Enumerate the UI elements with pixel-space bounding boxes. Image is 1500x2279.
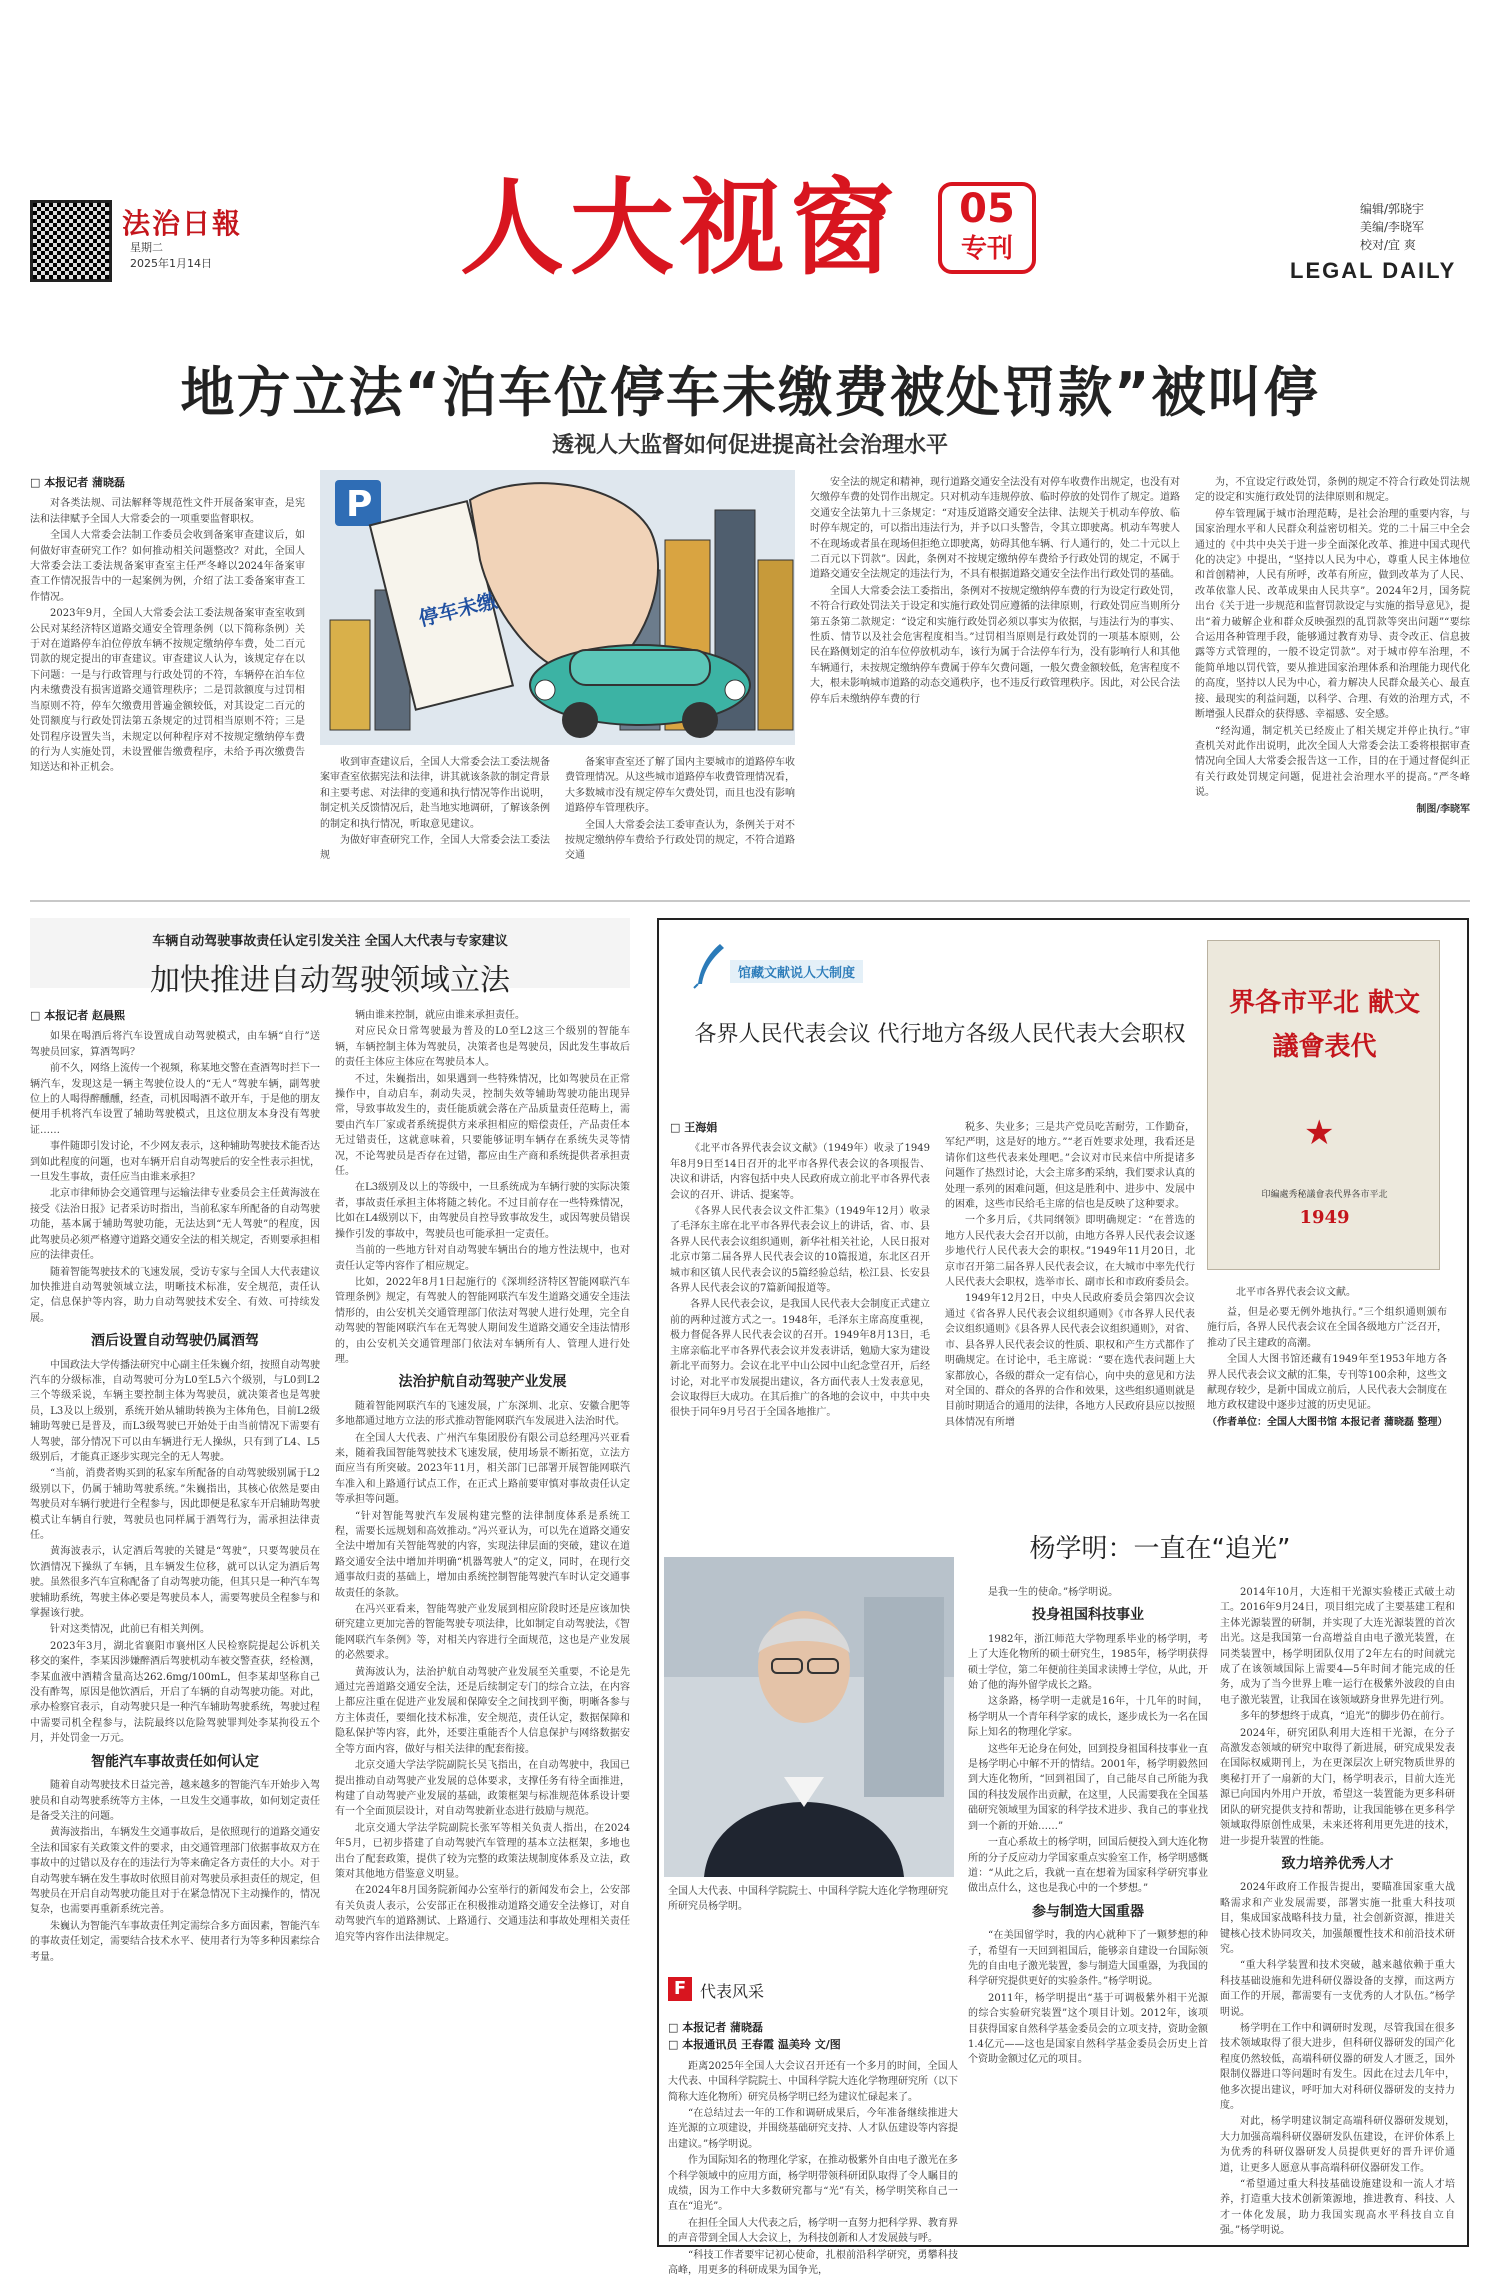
rep-tag-label: 代表风采 (700, 1982, 765, 2001)
paragraph: 2023年9月，全国人大常委会法工委法规备案审查室收到公民对某经济特区道路交通安全管理条例（以下简称条例）关于对在道路停车泊位停放车辆不按规定缴纳停车费，处二百元罚款的规定提出的审查建议。审查建议人认为，该规定存在以下问题：一是与行政管理与行政处罚的不符，车辆停在泊车位内未缴费没有损害道路交通管理秩序；二是罚款额度与过罚相当原则不符，停车欠缴费用普遍金额较低，对其设定二百元的处罚额度与行政处罚法第五条规定的过罚相当原则不符；三是处罚程序设置失当，未规定以何种程序对不按规定缴纳停车费的行为人实施处罚，未设置催告缴费程序，未给予再次缴费告知送达和补正机会。 (30, 608, 305, 774)
paper-name-logo: 法治日報 (122, 207, 243, 240)
left-col-1 (30, 1008, 320, 2248)
paragraph: “针对智能驾驶汽车发展构建完整的法律制度体系是系统工程，需要长远规划和高效推动。”冯兴亚认为，可以先在道路交通安全法中增加有关智能驾驶的内容，实现法律层面的突破，建议在道路交通安全法中增加并明确“机器驾驶人”的定义，同时，在现行交通事故归责的基础上，增加由系统控制智能驾驶汽车时认定交通事故责任的条款。 (335, 1510, 630, 1599)
rep-column-tag (668, 1975, 848, 2007)
cover-publisher: 印編處秀秘議會表代界各市平北 (1261, 1190, 1388, 1200)
paragraph: 《各界人民代表会议文件汇集》（1949年12月）收录了毛泽东主席在北平市各界代表会议上的讲话，省、市、县各界人民代表会议组织通则，新华社相关社论，人民日报对北京市第二届各界人民代表会议的10篇报道，东北区召开城市和区镇人民代表会议的5篇经验总结，松江县、长安县各界人民代表会议的7篇新闻报道等。 (670, 1206, 930, 1295)
paragraph: 在L3级别及以上的等级中，一旦系统成为车辆行驶的实际决策者，事故责任承担主体将随之转化。不过目前存在一些特殊情况，比如在L4级别以下，由驾驶员自控导致事故发生，或因驾驶员错误操作引发的事故中，驾驶员也可能承担一定责任。 (335, 1182, 630, 1240)
paragraph: 不过，朱巍指出，如果遇到一些特殊情况，比如驾驶员在正常操作中，自动启车，刹动失灵，控制失效等辅助驾驶功能出现异常，导致事故发生的，责任能质就会落在产品质量责任范畴上，需要由汽车厂家或者系统提供方来承担相应的赔偿责任，产品责任本无过错责任，这就意味着，只要能够证明车辆存在系统失灵等情况，不论驾驶员是否存在过错，都应由生产商和系统提供者承担责任。 (335, 1073, 630, 1178)
lead-subhead: 透视人大监督如何促进提高社会治理水平 (551, 433, 948, 458)
paragraph: 2023年3月，湖北省襄阳市襄州区人民检察院提起公诉机关移交的案件，李某因涉嫌醉酒后驾驶机动车被交警查获，经检测，李某血液中酒精含量高达262.6mg/100mL，但李某却坚称自己没有酢驾，原因是他饮酒后，开启了车辆的自动驾驶功能。对此，承办检察官表示，自动驾驶只是一种汽车辅助驾驶系统，驾驶过程中需要司机全程参与，法院最终以危险驾驶罪判处李某拘役五个月，并处罚金一万元。 (30, 1640, 320, 1745)
paragraph: 2011年，杨学明提出“基于可调极紫外相干光源的综合实验研究装置”这个项目计划。2012年，该项目获得国家自然科学基金委员会的立项支持，资助金额1.4亿元——这也是国家自然科学基金委员会历史上首个资助金额过亿元的项目。 (968, 1992, 1208, 2066)
editor-credits (1360, 200, 1424, 254)
cover-caption: 北平市各界代表会议文献。 (1236, 1287, 1356, 1298)
profile-subtitle-1: 投身祖国科技事业 (1032, 1607, 1144, 1624)
graphic-credit: 制图/李晓军 (1416, 803, 1470, 815)
paragraph: 作为国际知名的物理化学家，在推动极紫外自由电子激光在多个科学领域中的应用方面，杨学明带领科研团队取得了令人瞩目的成绩，因为工作中大多数研究都与“光”有关，杨学明笑称自己一直在“追光”。 (668, 2155, 958, 2213)
paragraph: 全国人大常委会法制工作委员会收到备案审查建议后，如何做好审查研究工作？如何推动相关问题整改？对此，全国人大常委会法工委法规备案审查室主任严冬峰以2024年备案审查工作情况报告中的一起案例为例，介绍了法工委备案审查工作情况。 (30, 530, 305, 603)
page-number: 05 (959, 186, 1015, 232)
paragraph: 这条路，杨学明一走就是16年，十几年的时间，杨学明从一个青年科学家的成长，逐步成长为一名在国际上知名的物理化学家。 (968, 1696, 1208, 1739)
lead-col-5 (1195, 475, 1470, 890)
left-kicker: 车辆自动驾驶事故责任认定引发关注 全国人大代表与专家建议 (152, 934, 508, 949)
paragraph: “在美国留学时，我的内心就种下了一颗梦想的种子，希望有一天回到祖国后，能够亲自建设一台国际领先的自由电子激光装置，参与制造大国重器，为我国的科学研究提供更好的实验条件。”杨学明说。 (968, 1930, 1208, 1988)
cover-year: 1949 (1299, 1207, 1350, 1228)
star-icon: ★ (1304, 1113, 1335, 1153)
paragraph: 2024年，研究团队利用大连相干光源，在分子高激发态领域的研究中取得了新进展，研究成果发表在国际权威期刊上，为在更深层次上研究物质世界的奥秘打开了一扇新的大门，杨学明表示，目前大连光源已向国内外用户开放，希望这一装置能为更多科研团队的研究提供支持和帮助，让我国能够在更多科学领域取得原创性成果，未来还将利用更先进的技术，进一步提升装置的性能。 (1220, 1727, 1455, 1847)
section-title: 人大视窗 (460, 167, 901, 289)
paragraph: 随着自动驾驶技术日益完善，越来越多的智能汽车开始步入驾驶员和自动驾驶系统等方主体，一旦发生交通事故，如何划定责任是备受关注的问题。 (30, 1780, 320, 1822)
paragraph: 这些年无论身在何处，回到投身祖国科技事业一直是杨学明心中解不开的情结。2001年，杨学明毅然回到大连化物所，“回到祖国了，自己能尽自己所能为我国的科技发展作出贡献，在这里，人民需要我在全国基础研究领域里为国家的科学技术进步、我自己的事业找到一个新的开始……” (968, 1743, 1208, 1832)
paragraph: 收到审查建议后，全国人大常委会法工委法规备案审查室依据宪法和法律，讲其就该条款的制定背景和主要考虑、对法律的变通和执行情况等作出说明，制定机关反馈情况后，赴当地实地调研，了解该条例的制定和执行情况，听取意见建议。 (320, 757, 550, 830)
paragraph: 2014年10月，大连相干光源实验楼正式破土动工。2016年9月24日，项目组完成了主要基建工程和主体光源装置的研制，并实现了大连光源装置的首次出光。这是我国第一台高增益自由电子激光装置，在同类装置中，杨学明团队仅用了2年左右的时间就完成了在该领域国际上需要4—5年时间才能完成的任务，成为了当今世界上唯一运行在极紫外波段的自由电子激光装置，让我国在该领域跻身世界先进行列。 (1220, 1587, 1455, 1706)
paragraph: 黄海波认为，法治护航自动驾驶产业发展至关重要，不论是先通过完善道路交通安全法，还是后续制定专门的综合立法，在内容上都应注重在促进产业发展和保障安全之间找到平衡，明晰各参与方主体责任，要细化技术标准，安全规范，责任认定，数据保障和隐私保护等内容，此外，还要注重能否个人信息保护与网络数据安全等方面内容，做好与相关法律的配套衔接。 (335, 1666, 630, 1755)
page-label: 专刊 (960, 234, 1013, 264)
paragraph: 全国人大常委会法工委指出，条例对不按规定缴纳停车费的行为设定行政处罚，不符合行政处罚法关于设定和实施行政处罚应遵循的法律原则，行政处罚应当则所分第五条第二款规定：“设定和实施行政处罚必须以事实为依据，与违法行为的事实、性质、情节以及社会危害程度相当。”过罚相当原则是行政处罚的一项基本原则，公民在路侧划定的泊车位停放机动车，该行为属于合法停车行为，没有影响行人和其他车辆通行，未按规定缴纳停车费属于停车欠费问题，一般欠费金额较低，危害程度不大，根未影响城市道路的动态交通秩序，也不违反行政管理秩序。因此，对公民合法停车后未缴纳停车费的行 (810, 585, 1180, 705)
issue-info (130, 240, 212, 272)
lead-col-2 (320, 755, 550, 890)
paragraph: 杨学明在工作中和调研时发现，尽管我国在很多技术领域取得了很大进步，但科研仪器研发的国产化程度仍然较低，高端科研仪器的研发人才匮乏，国外限制仪器进口等问题时有发生。因此在过去几年中，他多次提出建议，呼吁加大对科研仪器研发的支持力度。 (1220, 2022, 1455, 2111)
lead-headline[interactable]: 地方立法“泊车位停车未缴费被处罚款”被叫停 (180, 361, 1320, 424)
issue-date: 2025年1月14日 (130, 257, 212, 270)
rep-tag-letter: F (668, 1977, 692, 2001)
paragraph: 对各类法规、司法解释等规范性文件开展备案审查，是宪法和法律赋予全国人大常委会的一项重要监督职权。 (30, 498, 305, 525)
cover-title: 界各市平北 献文議會表代 (1228, 988, 1421, 1062)
profile-byline-1: □ 本报记者 蒲晓磊 (668, 2021, 764, 2034)
paragraph: 《北平市各界代表会议文献》（1949年）收录了1949年8月9日至14日召开的北平市各界代表会议的各项报告、决议和讲话，内容包括中央人民政府成立前北平市各界代表会议的召开、讲话、提案等。 (670, 1143, 930, 1201)
archive-col-1 (670, 1120, 930, 1510)
paragraph: 在冯兴亚看来，智能驾驶产业发展到相应阶段时还是应该加快研究建立更加完善的智能驾驶专项法律，比如制定自动驾驶法，《智能网联汽车条例》等，对相关内容进行全面规范，这也是产业发展的必然要求。 (335, 1604, 630, 1662)
profile-col-2 (968, 1585, 1208, 2245)
parking-illustration-svg (320, 470, 795, 745)
archive-col-3 (1207, 1305, 1447, 1515)
paragraph: 在担任全国人大代表之后，杨学明一直努力把科学界、教育界的声音带到全国人大会议上，为科技创新和人才发展鼓与呼。 (668, 2217, 958, 2245)
paragraph: “在总结过去一年的工作和调研成果后，今年准备继续推进大连光源的立项建设，并围绕基础研究支持、人才队伍建设等内容提出建议。”杨学明说。 (668, 2108, 958, 2150)
left-subtitle-1: 酒后设置自动驾驶仍属酒驾 (91, 1333, 259, 1350)
paragraph: 随着智能网联汽车的飞速发展，广东深圳、北京、安徽合肥等多地都通过地方立法的形式推动智能网联汽车发展进入法治时代。 (335, 1400, 630, 1428)
archive-byline: □ 王海娟 (670, 1121, 718, 1134)
lead-col-4 (810, 475, 1180, 890)
paragraph: 益，但是必要无例外地执行。”三个组织通则颁布施行后，各界人民代表会议在全国各级地方广泛召开，推动了民主建政的高潮。 (1207, 1307, 1447, 1349)
paragraph: “希望通过重大科技基础设施建设和一流人才培养，打造重大技术创新策源地，推进教育、科技、人才一体化发展，助力我国实现高水平科技自立自强。”杨学明说。 (1220, 2179, 1455, 2237)
proofreader: 校对/宜 爽 (1360, 238, 1416, 252)
lead-byline: □ 本报记者 蒲晓磊 (30, 476, 126, 489)
paragraph: 安全法的规定和精神，现行道路交通安全法没有对停车收费作出规定，也没有对欠缴停车费的处罚作出规定。只对机动车违规停放、临时停放的处罚作了规定。道路交通安全法第九十三条规定：“对违反道路交通安全法律、法规关于机动车停放、临时停车规定的，可以指出违法行为，并予以口头警告，令其立即驶离。机动车驾驶人不在现场或者虽在现场但拒绝立即驶离，妨碍其他车辆、行人通行的，处二十元以上二百元以下罚款”。因此，条例对不按规定缴纳停车费给予行政处罚的规定，不属于道路交通安全法规定的违法行为，不具有根据道路交通安全法作出行政处罚的基础。 (810, 477, 1180, 581)
paragraph: 当前的一些地方针对自动驾驶车辆出台的地方性法规中，也对责任认定等内容作了相应规定。 (335, 1245, 630, 1272)
paragraph: “当前，消费者购买到的私家车所配备的自动驾驶级别属于L2级别以下，仍属于辅助驾驶系统。”朱巍指出，其核心依然是要由驾驶员对车辆行驶进行全程参与，因此即便是私家车开启辅助驾驶模式让车辆自行驶，驾驶员也同样属于酒驾行为，需承担法律责任。 (30, 1468, 320, 1541)
profile-byline-2: □ 本报通讯员 王春霞 温美玲 文/图 (668, 2038, 841, 2052)
profile-subtitle-3: 致力培养优秀人才 (1281, 1855, 1394, 1872)
paragraph: 在2024年8月国务院新闻办公室举行的新闻发布会上，公安部有关负责人表示，公安部正在积极推动道路交通安全法修订，对自动驾驶汽车的道路测试、上路通行、交通违法和事故处理相关责任追究等内容作出法律规定。 (335, 1885, 630, 1943)
paragraph: 前不久，网络上流传一个视频，称某地交警在查酒驾时拦下一辆汽车，发现这是一辆主驾驶位设人的“无人”驾驶车辆，副驾驶位上的人喝得醉醺醺，经查，司机因喝酒不敢开车，于是他的朋友便用手机将汽车设置了辅助驾驶模式，且这位朋友本身没有驾驶证…… (30, 1063, 320, 1136)
lead-col-1 (30, 475, 305, 890)
paragraph: “经沟通，制定机关已经废止了相关规定并停止执行。”审查机关对此作出说明，此次全国人大常委会法工委将根据审查情况向全国人大常委会报告这一工作，目的在于通过督促纠正有关行政处罚规定问题，促进社会治理水平的提高。”严冬峰说。 (1195, 725, 1470, 799)
left-subtitle-3: 法治护航自动驾驶产业发展 (398, 1374, 567, 1391)
quill-pen-icon (690, 940, 730, 990)
paragraph: 比如，2022年8月1日起施行的《深圳经济特区智能网联汽车管理条例》规定，有驾驶人的智能网联汽车发生道路交通安全违法情形的，由公安机关交通管理部门依法对驾驶人进行处理，完全自动驾驶的智能网联汽车在无驾驶人期间发生道路交通安全违法情形的，由公安机关交通管理部门依法对车辆所有人、管理人进行处理。 (335, 1276, 630, 1365)
paragraph: 辆由谁来控制，就应由谁来承担责任。 (355, 1010, 525, 1021)
archive-col-2 (945, 1120, 1195, 1510)
paragraph: 距离2025年全国人大会议召开还有一个多月的时间，全国人大代表、中国科学院院士、中国科学院大连化学物理研究所（以下简称大连化物所）研究员杨学明已经为建议忙碌起来了。 (668, 2060, 958, 2103)
paragraph: 是我一生的使命。”杨学明说。 (988, 1587, 1119, 1598)
lead-col-3 (565, 755, 795, 890)
paragraph: 2024年政府工作报告提出，要瞄准国家重大战略需求和产业发展需要，部署实施一批重大科技项目，集成国家战略科技力量，社会创新资源，推进关键核心技术协同攻关，加强颠覆性技术和前沿技术研究。 (1220, 1882, 1455, 1955)
portrait-caption: 全国人大代表、中国科学院院士、中国科学院大连化学物理研究所研究员杨学明。 (668, 1886, 948, 1912)
paragraph: 全国人大图书馆还藏有1949年至1953年地方各界人民代表会议文献的汇集，专刊等100余种，这些文献现存较少，是新中国成立前后，人民代表大会制度在地方政权建设中逐步过渡的历史见证。 (1207, 1354, 1447, 1412)
editor: 编辑/郭晓宇 (1360, 202, 1425, 216)
paragraph: 税多、失业多；三是共产党员吃苦耐劳，工作勤奋，军纪严明，这是好的地方。”“老百姓要求处理，我看还是请你们这些代表来处理吧。”会议对市民来信中所提诸多问题作了热烈讨论，大会主席多酌采纳，我们要求认真的处理一系列的困难问题，但这是胜利中、进步中、发展中的困难，这些市民给毛主席的信也是反映了这种要求。 (945, 1122, 1195, 1211)
paragraph: 对应民众日常驾驶最为普及的L0至L2这三个级别的智能车辆，车辆控制主体为驾驶员，决策者也是驾驶员，因此发生事故后的责任主体应主体应在驾驶员本人。 (335, 1026, 630, 1069)
paragraph: 全国人大常委会法工委审查认为，条例关于对不按规定缴纳停车费给予行政处罚的规定，不符合道路交通 (565, 819, 795, 862)
qr-code[interactable] (30, 200, 112, 282)
paragraph: 备案审查室还了解了国内主要城市的道路停车收费管理情况。从这些城市道路停车收费管理情况看，大多数城市没有规定停车欠费处罚，而且也没有影响道路停车管理秩序。 (565, 757, 795, 815)
paragraph: 1982年，浙江师范大学物理系毕业的杨学明，考上了大连化物所的硕士研究生，1985年，杨学明获得硕士学位，第二年便前往美国求读博士学位，从此，开始了他的海外留学成长之路。 (968, 1633, 1208, 1692)
paragraph: 一个多月后，《共同纲领》即明确规定：“在普选的地方人民代表大会召开以前，由地方各界人民代表会议逐步地代行人民代表大会的职权。”1949年11月20日，北京市召开第二届各界人民代表会议，在大城市中率先代行人民代表大会职权，选举市长、副市长和市政府委员会。 (945, 1215, 1195, 1289)
masthead (0, 0, 1500, 300)
english-name: LEGAL DAILY (1290, 258, 1457, 283)
document-cover-image (1207, 940, 1440, 1270)
paragraph: 朱巍认为智能汽车事故责任判定需综合多方面因素，智能汽车的事故责任划定，需要结合技术水平、使用者行为等多种因素综合考量。 (30, 1920, 320, 1963)
profile-col-3 (1220, 1585, 1455, 2245)
left-subtitle-2: 智能汽车事故责任如何认定 (91, 1753, 259, 1770)
paragraph: 对此，杨学明建议制定高端科研仪器研发规划，大力加强高端科研仪器研发队伍建设，在评价体系上为优秀的科研仪器研发人员提供更好的晋升评价通道，让更多人愿意从事高端科研仪器研发工作。 (1220, 2116, 1455, 2174)
parking-illustration (320, 470, 795, 745)
paragraph: 在全国人大代表、广州汽车集团股份有限公司总经理冯兴亚看来，随着我国智能驾驶技术飞速发展，使用场景不断拓宽，立法方面应当有所突破。2023年11月，相关部门已部署开展智能网联汽车准入和上路通行试点工作，在正式上路前要审慎对事故责任认定等承担等问题。 (335, 1432, 630, 1506)
paragraph: 北京市律师协会交通管理与运输法律专业委员会主任黄海波在接受《法治日报》记者采访时指出，当前私家车所配备的自动驾驶功能，基本属于辅助驾驶功能，无法达到“无人驾驶”的程度，因此驾驶员必须严格遵守道路交通安全法的相关规定，否则要承担相应的法律责任。 (30, 1188, 320, 1262)
archive-column-tag (690, 940, 890, 990)
portrait-svg (664, 1557, 954, 1877)
paragraph: 如果在喝酒后将汽车设置成自动驾驶模式，由车辆“自行”送驾驶员回家，算酒驾吗？ (30, 1031, 320, 1058)
archive-title[interactable]: 各界人民代表会议 代行地方各级人民代表大会职权 (694, 1022, 1186, 1047)
left-title[interactable]: 加快推进自动驾驶领域立法 (150, 963, 510, 998)
paragraph: 北京交通大学法学院副院长张军等相关负责人指出，在2024年5月，已初步搭建了自动驾驶汽车管理的基本立法框架，多地也出台了配套政策，提供了较为完整的政策法规制度体系及立法，政策对其他地方借鉴意义明显。 (335, 1822, 630, 1880)
left-byline: □ 本报记者 赵晨熙 (30, 1009, 126, 1022)
page-badge (938, 182, 1036, 274)
portrait-photo (664, 1557, 954, 1877)
section-divider (30, 900, 1470, 902)
paragraph: 中国政法大学传播法研究中心副主任朱巍介绍，按照自动驾驶汽车的分级标准，自动驾驶可分为L0至L5六个级别，与L0到L2三个等级采说，车辆主要控制主体为驾驶员，就决策者也是驾驶员，L3及以上级别，系统开始从辅助转换为主体角色，目前L2级辅助驾驶已是普及，而L3级驾驶已开始处于由当前情况下需要有人驾驶，部分情况下可以由车辆进行无人操纵，只有到了L4、L5级别后，才能真正逐步实现完全的无人驾驶。 (30, 1359, 320, 1463)
weekday: 星期二 (130, 241, 163, 254)
paragraph: 各界人民代表会议，是我国人民代表大会制度正式建立前的两种过渡方式之一。1948年，毛泽东主席高度重视，极力督促各界人民代表会议的召开。1949年8月13日，毛主席亲临北平市各界代表会议并发表讲话，勉励大家为建设新北平而努力。会议在北平中山公园中山纪念堂召开，后经讨论，对北平市发展提出建议，各方面代表人士发表意见，会议取得巨大成功。在其后推广的各地的会议中，中共中央很快于同年9月号召于全国各地推广。 (670, 1299, 930, 1419)
profile-col-1 (668, 2020, 958, 2277)
left-col-2 (335, 1008, 630, 2248)
paragraph: 停车管理属于城市治理范畴，是社会治理的重要内容，与国家治理水平和人民群众利益密切相关。党的二十届三中全会通过的《中共中央关于进一步全面深化改革、推进中国式现代化的决定》中提出，“坚持以人民为中心，尊重人民主体地位和首创精神，人民有所呼，改革有所应，做到改革为了人民、改革依靠人民、改革成果由人民共享”。2024年2月，国务院出台《关于进一步规范和监督罚款设定与实施的指导意见》，提出“着力破解企业和群众反映强烈的乱罚款等突出问题”“要综合运用各种管理手段，能够通过教育劝导、责令改正、信息披露等方式管理的，一般不设定罚款”。对于城市停车治理，不能简单地以罚代管，要从推进国家治理体系和治理能力现代化的高度，坚持以人民为中心，着力解决人民群众最关心、最直接、最现实的利益问题，以科学、合理、有效的治理方式，不断增强人民群众的获得感、幸福感、安全感。 (1195, 508, 1470, 721)
parking-sign-letter: P (346, 484, 373, 525)
archive-column-label: 馆藏文献说人大制度 (730, 960, 863, 983)
paragraph: 北京交通大学法学院副院长吴飞指出，在自动驾驶中，我国已提出推动自动驾驶产业发展的总体要求，支撑任务有待全面推进，构建了自动驾驶产业发展的基础，政策框架与标准规范体系设计要有一个全面顶层设计，对自动驾驶新业态进行鼓励与规范。 (335, 1760, 630, 1818)
profile-subtitle-2: 参与制造大国重器 (1032, 1903, 1144, 1920)
paragraph: 多年的梦想终于成真，“追光”的脚步仍在前行。 (1240, 1711, 1451, 1723)
paragraph: 黄海波表示，认定酒后驾驶的关键是“驾驶”，只要驾驶员在饮酒情况下操纵了车辆，且车辆发生位移，就可以认定为酒后驾驶。虽然很多汽车宣称配备了自动驾驶功能，但其只是一种汽车驾驶辅助系统，驾驶主体必要是驾驶员本人，需要驾驶员全程参与和掌握该行驶。 (30, 1546, 320, 1620)
paragraph: 针对这类情况，此前已有相关判例。 (50, 1624, 210, 1636)
paragraph: 1949年12月2日，中央人民政府委员会第四次会议通过《省各界人民代表会议组织通则》《市各界人民代表会议组织通则》《县各界人民代表会议组织通则》，对省、市、县各界人民代表会议的性质、职权和产生方式都作了明确规定。在讨论中，毛主席说：“要在选代表问题上大家都放心，各级的群众一定有信心，向中央的意见和方法对全国的、群众的各界的合作和效果，这些组织通则就是目前时期适合的通用的法律，各地方人民政府县应以按照具体情况有所增 (945, 1293, 1195, 1428)
profile-title[interactable]: 杨学明：一直在“追光” (1029, 1534, 1291, 1564)
paragraph: 一直心系故土的杨学明，回国后便投入到大连化物所的分子反应动力学国家重点实验室工作，杨学明感慨道：“从此之后，我就一直在想着为国家科学研究事业做出点什么，这也是我心中的一个梦想。” (968, 1837, 1208, 1895)
paragraph: 事件随即引发讨论，不少网友表示，这种辅助驾驶技术能否达到如此程度的问题，也对车辆开启自动驾驶后的安全性表示担忧，一旦发生事故，责任应当由谁来承担？ (30, 1141, 320, 1184)
paragraph: “重大科学装置和技术突破，越来越依赖于重大科技基础设施和先进科研仪器设备的支撑，而这两方面工作的开展，都需要有一支优秀的人才队伍。”杨学明说。 (1220, 1960, 1455, 2018)
paragraph: 为，不宜设定行政处罚，条例的规定不符合行政处罚法规定的设定和实施行政处罚的法律原则和规定。 (1195, 477, 1470, 504)
paragraph: 黄海波指出，车辆发生交通事故后，是依照现行的道路交通安全法和国家有关政策文件的要求，由交通管理部门依据事故双方在事故中的过错以及存在的违法行为等来确定各方责任的大小。对于自动驾驶车辆在发生事故时依照目前对驾驶员承担责任的规定，但驾驶员在开启自动驾驶功能且对于在紧急情况下主动操作的，情况复杂，也需要再重新系统完善。 (30, 1827, 320, 1916)
archive-credit: （作者单位：全国人大图书馆 本报记者 蒲晓磊 整理） (1207, 1416, 1448, 1428)
paragraph: 随着智能驾驶技术的飞速发展，受访专家与全国人大代表建议加快推进自动驾驶领域立法，明晰技术标准，安全规范，责任认定，信息保护等内容，助力自动驾驶技术安全、有效、可持续发展。 (30, 1266, 320, 1324)
paragraph: 为做好审查研究工作，全国人大常委会法工委法规 (320, 835, 550, 862)
art-editor: 美编/李晓军 (1360, 220, 1425, 234)
paragraph: “科技工作者要牢记初心使命，扎根前沿科学研究，勇攀科技高峰，用更多的科研成果为国争光， (668, 2249, 958, 2277)
fine-sign-text: 停车未缴费 (416, 583, 519, 631)
